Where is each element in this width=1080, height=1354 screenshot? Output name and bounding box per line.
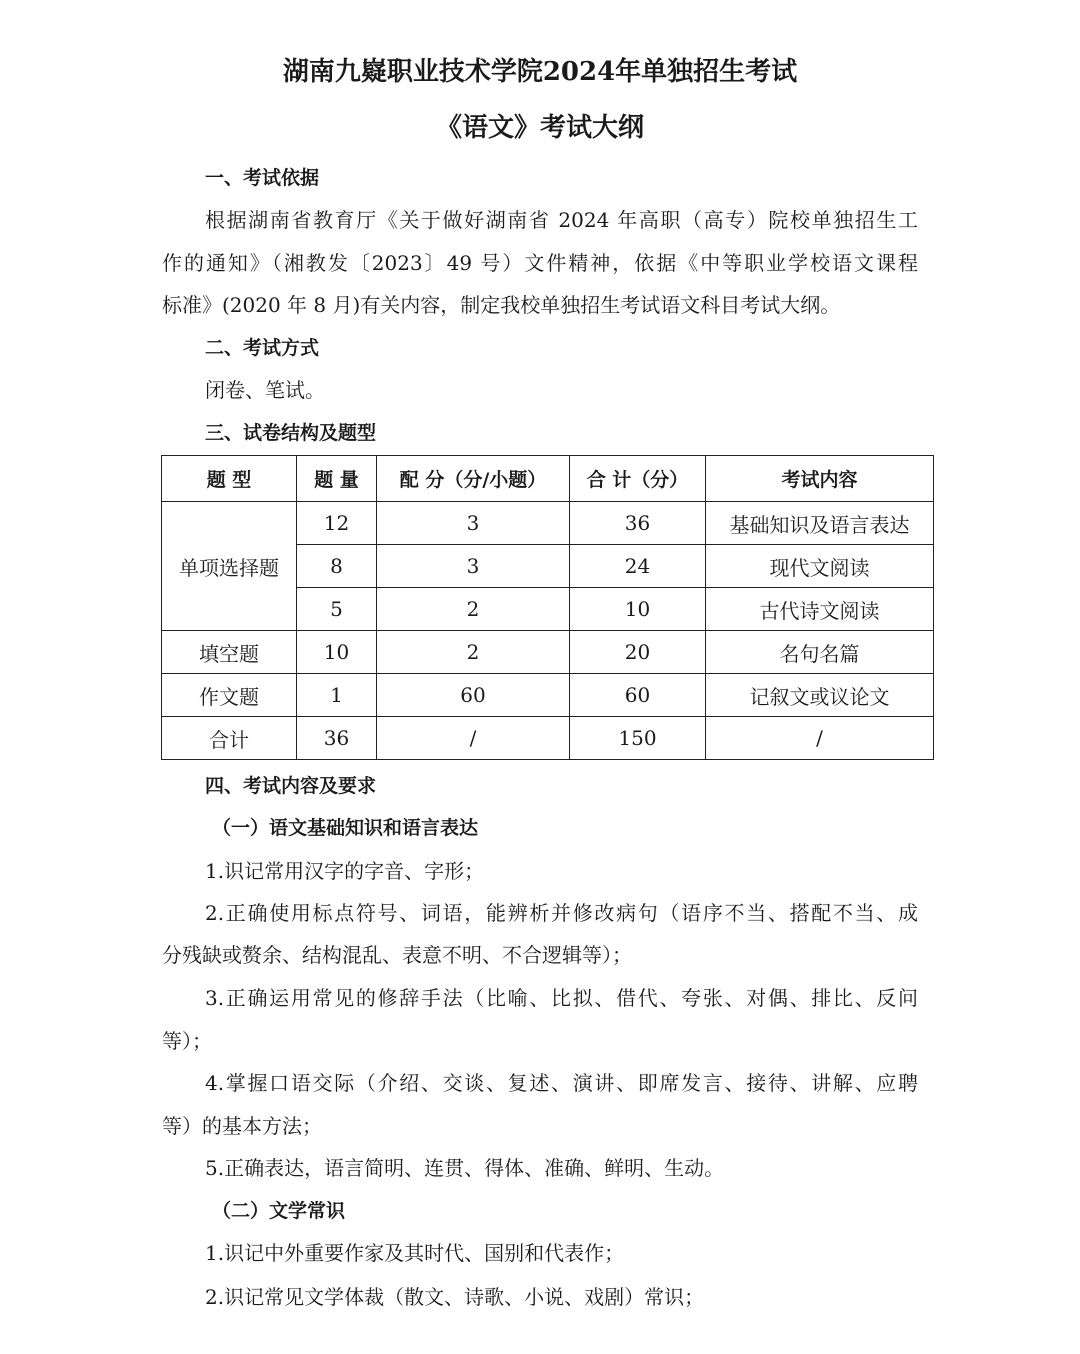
document-title: 湖南九嶷职业技术学院2024年单独招生考试 bbox=[282, 57, 798, 87]
paragraph-line: 标准》(2020 年 8 月)有关内容，制定我校单独招生考试语文科目考试大纲。 bbox=[162, 293, 841, 317]
content-cell: / bbox=[706, 717, 934, 760]
count-cell: 12 bbox=[297, 502, 377, 545]
paragraph-line: 根据湖南省教育厅《关于做好湖南省 2024 年高职（高专）院校单独招生工 bbox=[205, 208, 918, 232]
score-cell: 2 bbox=[377, 631, 570, 674]
section-heading: 四、考试内容及要求 bbox=[205, 775, 377, 797]
table-header-row bbox=[162, 456, 934, 502]
type-cell: 作文题 bbox=[162, 674, 297, 717]
content-cell: 记叙文或议论文 bbox=[706, 674, 934, 717]
list-item-continuation: 分残缺或赘余、结构混乱、表意不明、不合逻辑等）； bbox=[162, 943, 632, 967]
count-cell: 10 bbox=[297, 631, 377, 674]
count-cell: 1 bbox=[297, 674, 377, 717]
paragraph-line: 闭卷、笔试。 bbox=[205, 378, 325, 402]
subsection-heading: （一）语文基础知识和语言表达 bbox=[212, 817, 479, 839]
score-cell: 3 bbox=[377, 545, 570, 588]
score-cell: 2 bbox=[377, 588, 570, 631]
header-cell: 合 计（分） bbox=[570, 456, 706, 502]
table-row bbox=[162, 674, 934, 717]
section-heading: 三、试卷结构及题型 bbox=[205, 422, 377, 444]
table-total-row bbox=[162, 717, 934, 760]
list-item: 1.识记常用汉字的字音、字形； bbox=[205, 859, 485, 883]
content-cell: 名句名篇 bbox=[706, 631, 934, 674]
list-item: 2.正确使用标点符号、词语，能辨析并修改病句（语序不当、搭配不当、成 bbox=[205, 901, 918, 925]
header-cell: 考试内容 bbox=[706, 456, 934, 502]
type-cell: 合计 bbox=[162, 717, 297, 760]
content-cell: 古代诗文阅读 bbox=[706, 588, 934, 631]
list-item: 5.正确表达，语言简明、连贯、得体、准确、鲜明、生动。 bbox=[205, 1156, 725, 1180]
paragraph-line: 作的通知》（湘教发〔2023〕49 号）文件精神，依据《中等职业学校语文课程 bbox=[162, 251, 918, 275]
score-cell: 3 bbox=[377, 502, 570, 545]
list-item: 4.掌握口语交际（介绍、交谈、复述、演讲、即席发言、接待、讲解、应聘 bbox=[205, 1071, 918, 1095]
count-cell: 36 bbox=[297, 717, 377, 760]
total-cell: 10 bbox=[570, 588, 706, 631]
content-cell: 基础知识及语言表达 bbox=[706, 502, 934, 545]
header-cell: 配 分（分/小题） bbox=[377, 456, 570, 502]
table-row bbox=[162, 631, 934, 674]
list-item: 2.识记常见文学体裁（散文、诗歌、小说、戏剧）常识； bbox=[205, 1285, 705, 1309]
total-cell: 20 bbox=[570, 631, 706, 674]
count-cell: 8 bbox=[297, 545, 377, 588]
list-item-continuation: 等）的基本方法； bbox=[162, 1114, 322, 1138]
total-cell: 24 bbox=[570, 545, 706, 588]
total-cell: 36 bbox=[570, 502, 706, 545]
total-cell: 150 bbox=[570, 717, 706, 760]
list-item: 3.正确运用常见的修辞手法（比喻、比拟、借代、夸张、对偶、排比、反问 bbox=[205, 986, 918, 1010]
list-item-continuation: 等）； bbox=[162, 1029, 212, 1053]
content-cell: 现代文阅读 bbox=[706, 545, 934, 588]
count-cell: 5 bbox=[297, 588, 377, 631]
document-subtitle: 《语文》考试大纲 bbox=[435, 113, 644, 143]
header-cell: 题 量 bbox=[297, 456, 377, 502]
exam-structure-table bbox=[161, 455, 934, 760]
table-row bbox=[162, 502, 934, 545]
header-cell: 题 型 bbox=[162, 456, 297, 502]
subsection-heading: （二）文学常识 bbox=[212, 1200, 346, 1222]
list-item: 1.识记中外重要作家及其时代、国别和代表作； bbox=[205, 1241, 625, 1265]
type-cell: 单项选择题 bbox=[162, 502, 297, 631]
section-heading: 二、考试方式 bbox=[205, 337, 320, 359]
score-cell: 60 bbox=[377, 674, 570, 717]
type-cell: 填空题 bbox=[162, 631, 297, 674]
section-heading: 一、考试依据 bbox=[205, 167, 320, 189]
total-cell: 60 bbox=[570, 674, 706, 717]
score-cell: / bbox=[377, 717, 570, 760]
